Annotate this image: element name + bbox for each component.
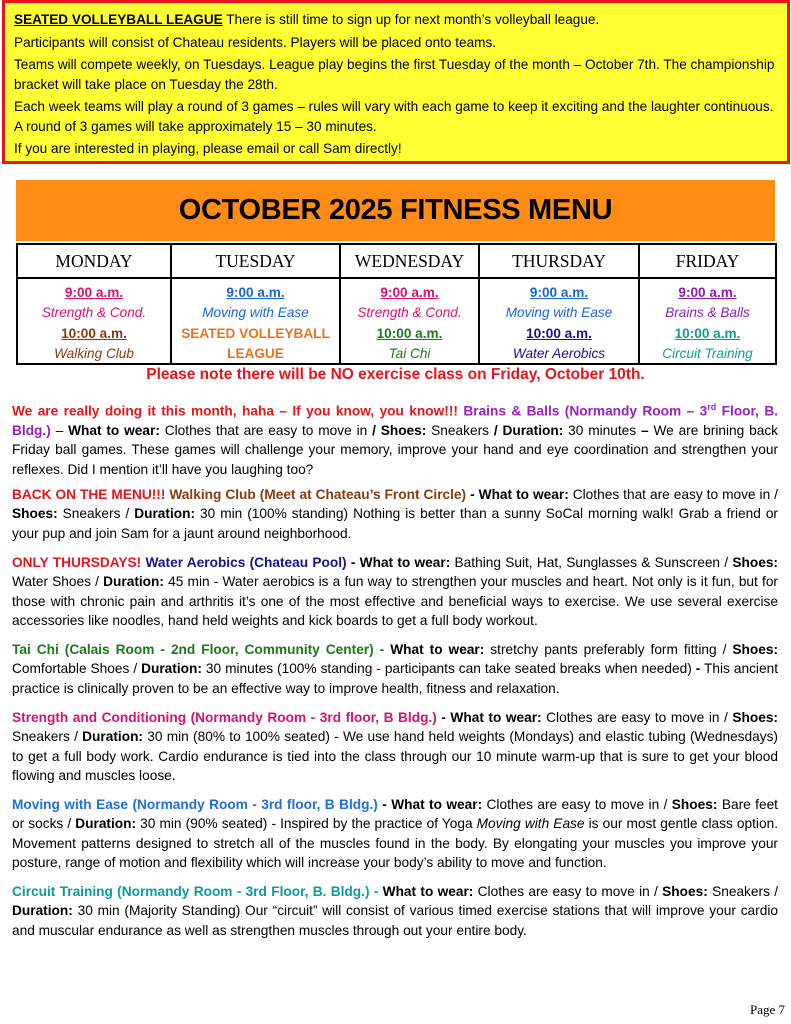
no-class-note: Please note there will be NO exercise class on Friday, October 10th. (146, 366, 645, 383)
notice-title: SEATED VOLLEYBALL LEAGUE (14, 12, 223, 27)
schedule-header-row (17, 244, 776, 278)
day-friday: FRIDAY (639, 244, 776, 278)
schedule-class-row (17, 278, 776, 364)
page-number: Page 7 (749, 1002, 785, 1017)
tai-chi-description: Tai Chi (Calais Room - 2nd Floor, Community Center) - What to wear: stretchy pants preferably form fitting / Shoes: Comfortable Shoes / Duration: 30 minutes (100% standing - participants can take seated breaks when needed) - This ancient practice is clinically proven to be an effective way to improve health, fitness and relaxation. (12, 642, 779, 696)
class-name: Circuit Training (662, 345, 753, 361)
class-name: Moving with Ease (505, 304, 613, 320)
day-thursday: THURSDAY (479, 244, 639, 278)
class-time: 9:00 a.m. (529, 285, 589, 300)
friday-classes (639, 278, 776, 364)
strength-conditioning-description: Strength and Conditioning (Normandy Room - 3rd floor, B Bldg.) - What to wear: Clothes are easy to move in / Shoes: Sneakers / Duration: 30 min (80% to 100% seated) - We use hand held weights (Mondays) and elastic tubing (Wednesdays) to get a full body work. Cardio endurance is tied into the class through our 10 minute warm-up that is sure to get your blood flowing and muscles loose. (12, 710, 778, 784)
water-aerobics-description: ONLY THURSDAYS! Water Aerobics (Chateau Pool) - What to wear: Bathing Suit, Hat, Sunglasses & Sunscreen / Shoes: Water Shoes / Duration: 45 min - Water aerobics is a fun way to strengthen your muscles and heart. Not only is it fun, but for those with chronic pain and arthritis it’s one of the most effective and beneficial ways to exercise. We use several exercise accessories like noodles, hand held weights and kick boards to get a full body workout. (12, 555, 778, 629)
schedule-table (16, 243, 777, 365)
notice-line-3: Teams will compete weekly, on Tuesdays. League play begins the first Tuesday of the month – October 7th. The championship bracket will take place on Tuesday the 28th. (14, 57, 775, 92)
class-name: Strength & Cond. (41, 304, 147, 320)
class-time: 10:00 a.m. (674, 326, 741, 341)
class-time: 9:00 a.m. (380, 285, 439, 300)
day-monday: MONDAY (17, 244, 171, 278)
moving-with-ease-description: Moving with Ease (Normandy Room - 3rd floor, B Bldg.) - What to wear: Clothes are easy to move in / Shoes: Bare feet or socks / Duration: 30 min (90% seated) - Inspired by the practice of Yoga Moving with Ease is our most gentle class option. Movement patterns designed to stretch all of the muscles found in the body. By elongating your muscles you improve your posture, range of motion and flexibility which will increase your body’s ability to move and function. (12, 797, 778, 871)
class-name: LEAGUE (227, 345, 284, 361)
class-time: 10:00 a.m. (526, 326, 592, 341)
class-time: 9:00 a.m. (226, 285, 285, 300)
wednesday-classes (340, 278, 479, 364)
class-time: 10:00 a.m. (376, 326, 443, 341)
notice-line-2: Participants will consist of Chateau residents. Players will be placed onto teams. (14, 34, 497, 50)
class-time: 9:00 a.m. (64, 285, 124, 300)
notice-line-1: SEATED VOLLEYBALL LEAGUE There is still time to sign up for next month’s volleyball league. (14, 12, 600, 27)
tuesday-classes (171, 278, 340, 364)
walking-club-description: BACK ON THE MENU!!! Walking Club (Meet at Chateau’s Front Circle) - What to wear: Clothes that are easy to move in / Shoes: Sneakers / Duration: 30 min (100% standing) Nothing is better than a sunny SoCal morning walk! Grab a friend or your pup and join Sam for a jaunt around neighborhood. (12, 487, 778, 541)
class-name: Brains & Balls (665, 304, 750, 320)
notice-line-4: Each week teams will play a round of 3 games – rules will vary with each game to keep it exciting and the laughter continuous. A round of 3 games will take approximately 15 – 30 minutes. (14, 99, 774, 134)
class-name: Walking Club (54, 345, 134, 361)
class-name: SEATED VOLLEYBALL (181, 326, 330, 341)
class-time: 9:00 a.m. (678, 285, 737, 300)
class-name: Water Aerobics (512, 345, 606, 361)
fitness-menu-banner: OCTOBER 2025 FITNESS MENU (16, 180, 775, 241)
class-name: Tai Chi (388, 345, 431, 361)
class-name: Moving with Ease (202, 304, 309, 320)
class-name: Strength & Cond. (357, 304, 462, 320)
day-wednesday: WEDNESDAY (340, 244, 479, 278)
class-time: 10:00 a.m. (61, 326, 127, 341)
circuit-training-description: Circuit Training (Normandy Room - 3rd Floor, B. Bldg.) - What to wear: Clothes are easy to move in / Shoes: Sneakers / Duration: 30 min (Majority Standing) Our “circuit” will consist of various timed exercise stations that will improve your cardio and muscular endurance as well as strengthen muscles through out your entire body. (12, 884, 779, 938)
notice-line-5: If you are interested in playing, please email or call Sam directly! (14, 141, 402, 156)
day-tuesday: TUESDAY (171, 244, 340, 278)
volleyball-notice (2, 0, 790, 164)
monday-classes (17, 278, 171, 364)
brains-and-balls-description: We are really doing it this month, haha – If you know, you know!!! Brains & Balls (Normandy Room – 3rd Floor, B. Bldg.) – What to wear: Clothes that are easy to move in / Shoes: Sneakers / Duration: 30 minutes – We are brining back Friday ball games. These games will challenge your memory, improve your hand and eye coordination and strengthen your reflexes. Did I mention it’ll have you laughing too? (12, 402, 779, 477)
thursday-classes (479, 278, 639, 364)
